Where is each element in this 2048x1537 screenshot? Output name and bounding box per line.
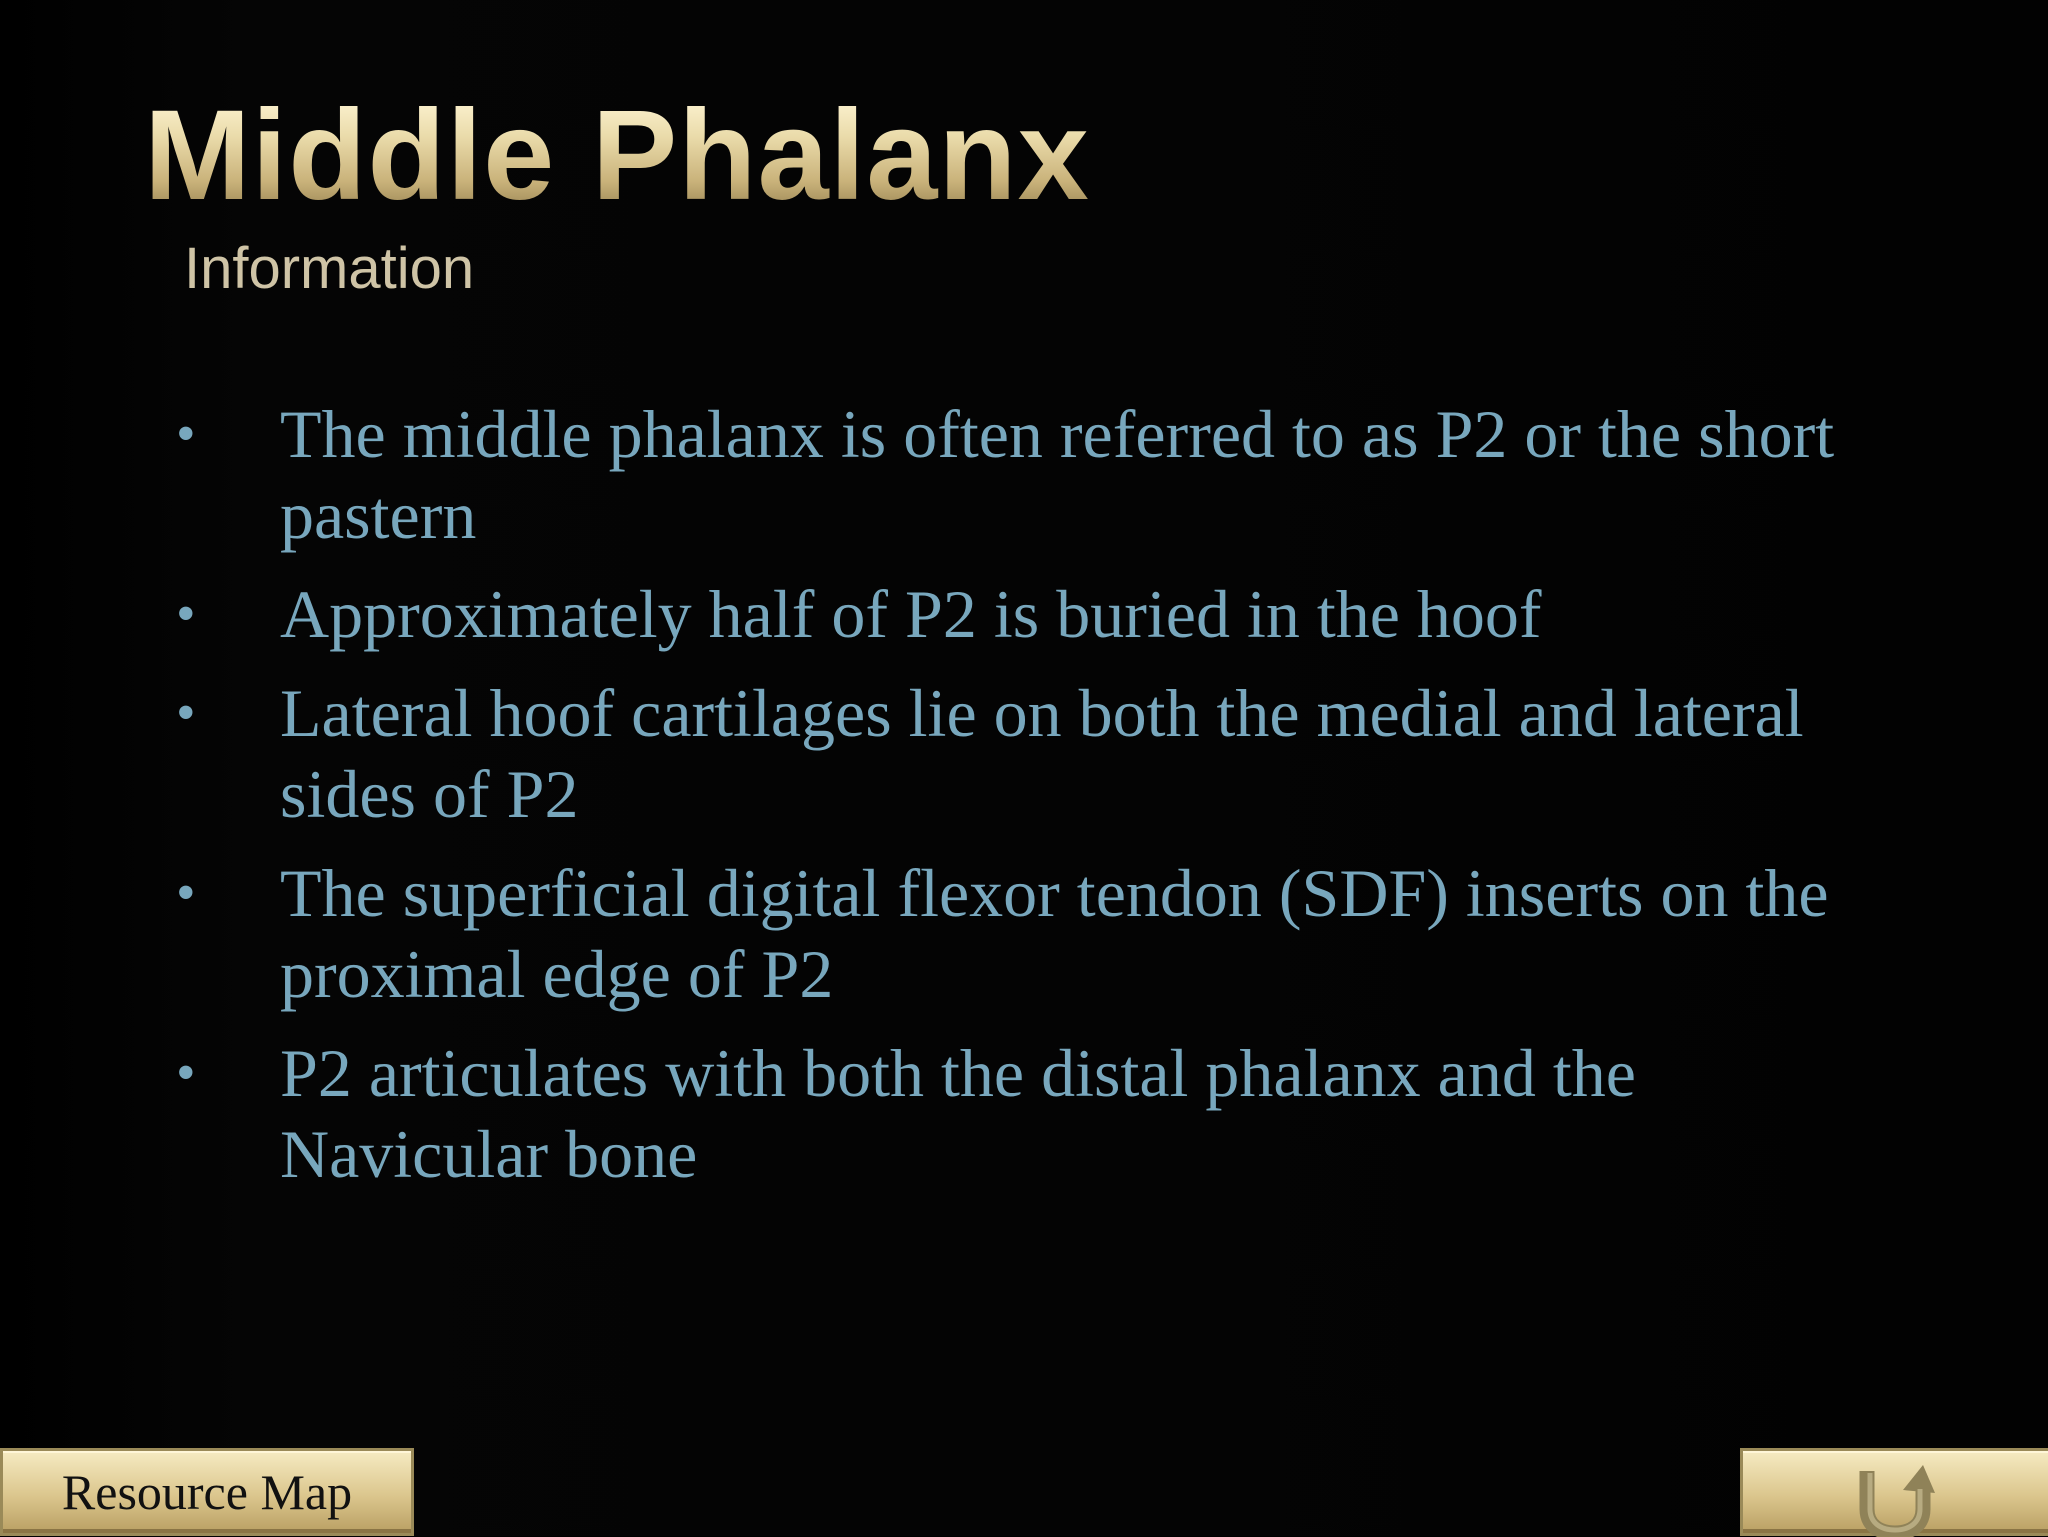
resource-map-button[interactable]: Resource Map xyxy=(0,1448,414,1536)
bullet-item xyxy=(176,673,1916,835)
bullet-text: Approximately half of P2 is buried in the hoof xyxy=(280,576,1542,652)
back-button[interactable] xyxy=(1740,1448,2048,1536)
bullet-marker: • xyxy=(176,583,196,645)
bullet-item xyxy=(176,394,1916,556)
bullet-text: The superficial digital flexor tendon (SDF) inserts on the proximal edge of P2 xyxy=(280,855,1829,1012)
bullet-list xyxy=(176,394,1916,1213)
bullet-text: P2 articulates with both the distal phalanx and the Navicular bone xyxy=(280,1035,1636,1192)
return-arrow-icon xyxy=(1855,1459,1935,1537)
bullet-marker: • xyxy=(176,403,196,465)
bullet-text: Lateral hoof cartilages lie on both the medial and lateral sides of P2 xyxy=(280,675,1804,832)
bullet-item xyxy=(176,574,1916,655)
bullet-marker: • xyxy=(176,682,196,744)
slide-subtitle: Information xyxy=(184,236,475,301)
bullet-marker: • xyxy=(176,862,196,924)
bullet-item xyxy=(176,1033,1916,1195)
bullet-item xyxy=(176,853,1916,1015)
bullet-marker: • xyxy=(176,1042,196,1104)
slide-title: Middle Phalanx xyxy=(144,84,1090,227)
bullet-text: The middle phalanx is often referred to as P2 or the short pastern xyxy=(280,396,1835,553)
